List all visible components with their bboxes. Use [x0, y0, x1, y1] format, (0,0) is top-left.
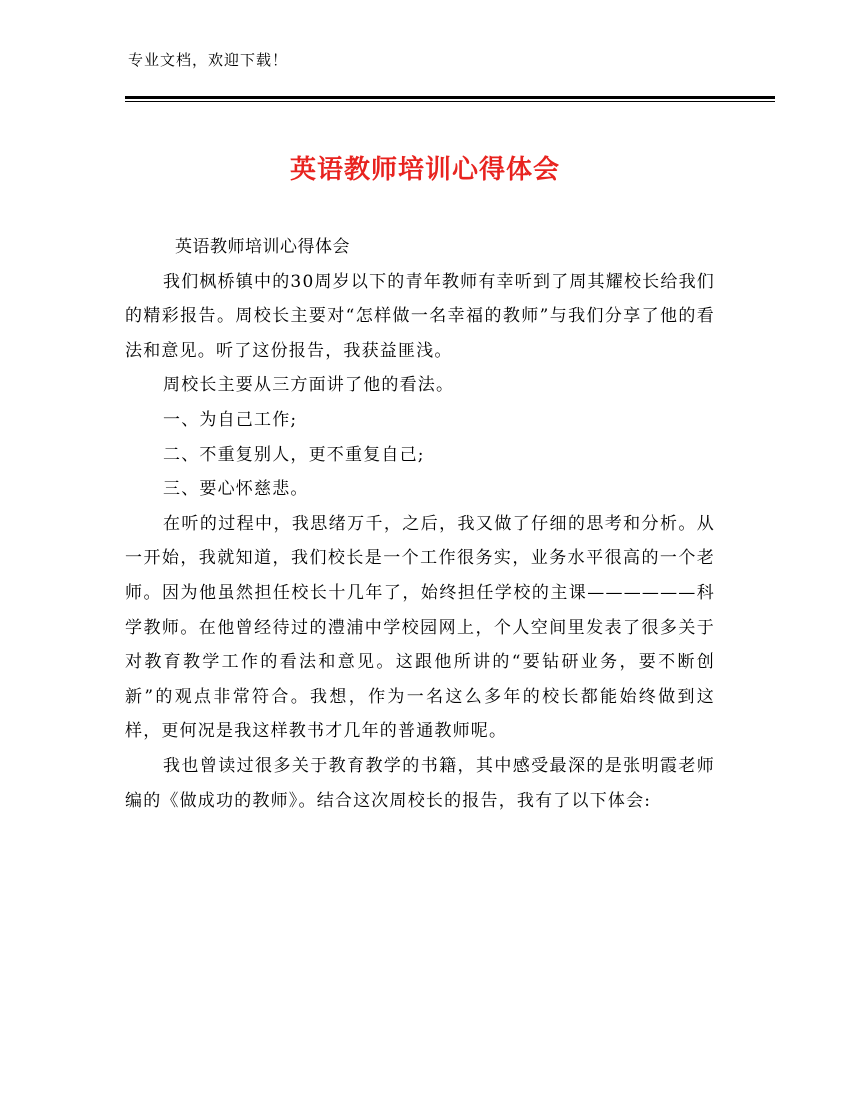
list-item: 三、要心怀慈悲。: [163, 479, 309, 500]
paragraph: 在听的过程中，我思绪万千，之后，我又做了仔细的思考和分析。从一开始，我就知道，我们校长是一个工作很务实，业务水平很高的一个老师。因为他虽然担任校长十几年了，始终担任学校的主课——————科学教师。在他曾经待过的澧浦中学校园网上，个人空间里发表了很多关于对教育教学工作的看法和意见。这跟他所讲的“要钻研业务，要不断创新”的观点非常符合。我想，作为一名这么多年的校长都能始终做到这样，更何况是我这样教书才几年的普通教师呢。: [125, 513, 715, 742]
paragraph: 我也曾读过很多关于教育教学的书籍，其中感受最深的是张明霞老师编的《做成功的教师》。结合这次周校长的报告，我有了以下体会:: [125, 755, 715, 811]
document-subtitle: 英语教师培训心得体会: [175, 237, 350, 257]
list-item: 一、为自己工作;: [163, 409, 298, 430]
document-title: 英语教师培训心得体会: [289, 155, 560, 185]
header-note: 专业文档，欢迎下载！: [128, 51, 289, 69]
document-body: [125, 230, 715, 818]
header-rule-thin: [125, 101, 775, 102]
paragraph: 我们枫桥镇中的30周岁以下的青年教师有幸听到了周其耀校长给我们的精彩报告。周校长主要对“怎样做一名幸福的教师”与我们分享了他的看法和意见。听了这份报告，我获益匪浅。: [125, 271, 715, 361]
paragraph: 周校长主要从三方面讲了他的看法。: [163, 375, 455, 396]
list-item: 二、不重复别人，更不重复自己;: [163, 444, 425, 465]
header-rule-thick: [125, 96, 775, 99]
